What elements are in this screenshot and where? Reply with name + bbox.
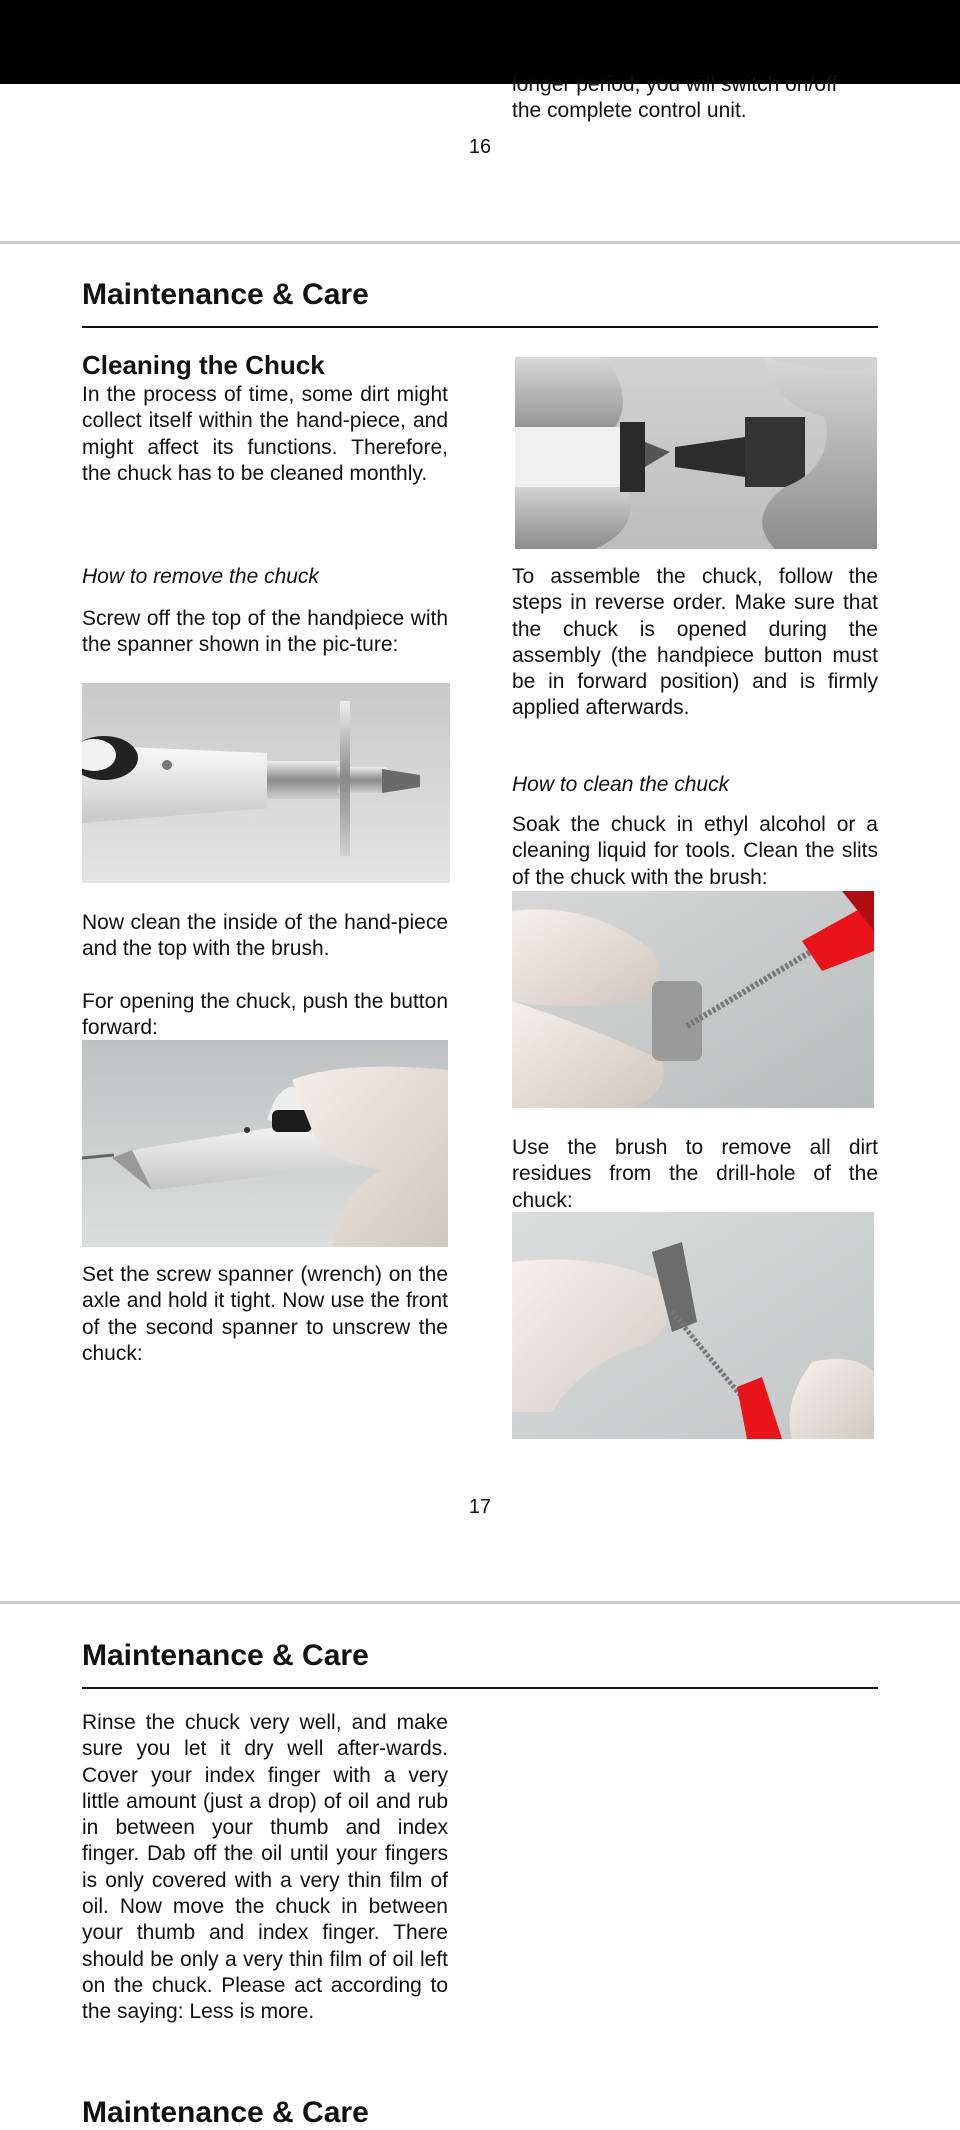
header-rule <box>82 326 878 328</box>
remove-step-3: For opening the chuck, push the button forward: <box>82 990 448 1040</box>
assemble-paragraph: To assemble the chuck, follow the steps in reverse order. Make sure that the chuck is opened during the assembly (the handpiece button must be in forward position) and is firmly applied afterwards. <box>512 565 878 720</box>
page-separator <box>0 1601 960 1604</box>
clean-chuck-heading: How to clean the chuck <box>512 773 730 796</box>
section-title: Cleaning the Chuck <box>82 350 325 380</box>
photo-brush-slits <box>512 891 874 1108</box>
next-page-header-partial: Maintenance & Care <box>82 2096 369 2129</box>
rinse-paragraph: Rinse the chuck very well, and make sure you let it dry well after-wards. Cover your index finger with a very little amount (just a drop) of oil and rub in between your thumb and index finger. Dab off the oil until your fingers is only covered with a very thin film of oil. Now move the chuck in between your thumb and index finger. There should be only a very thin film of oil left on the chuck. Please act according to the saying: Less is more. <box>82 1711 448 2024</box>
intro-paragraph: In the process of time, some dirt might collect itself within the hand-piece, and might affect its functions. Therefore, the chuck has to be cleaned monthly. <box>82 383 448 485</box>
remove-step-2: Now clean the inside of the hand-piece and the top with the brush. <box>82 911 448 961</box>
page-header: Maintenance & Care <box>82 1639 369 1672</box>
page-separator <box>0 241 960 244</box>
page-number: 16 <box>468 136 492 158</box>
remove-chuck-heading: How to remove the chuck <box>82 565 319 588</box>
page-number: 17 <box>468 1496 492 1518</box>
photo-brush-drill-hole <box>512 1212 874 1439</box>
photo-push-button <box>82 1040 448 1247</box>
page-header: Maintenance & Care <box>82 278 369 311</box>
remove-step-1: Screw off the top of the handpiece with the spanner shown in the pic-ture: <box>82 607 448 657</box>
remove-step-4: Set the screw spanner (wrench) on the axle and hold it tight. Now use the front of the second spanner to unscrew the chuck: <box>82 1263 448 1365</box>
clean-step-2: Use the brush to remove all dirt residues from the drill-hole of the chuck: <box>512 1136 878 1212</box>
page16-tail-line: longer period, you will switch on/off <box>512 73 838 96</box>
photo-handpiece-spanner <box>82 683 450 883</box>
page16-tail-line: the complete control unit. <box>512 99 747 122</box>
clean-step-1: Soak the chuck in ethyl alcohol or a cleaning liquid for tools. Clean the slits of the chuck with the brush: <box>512 813 878 889</box>
photo-assemble-chuck <box>515 357 877 549</box>
header-rule <box>82 1687 878 1689</box>
